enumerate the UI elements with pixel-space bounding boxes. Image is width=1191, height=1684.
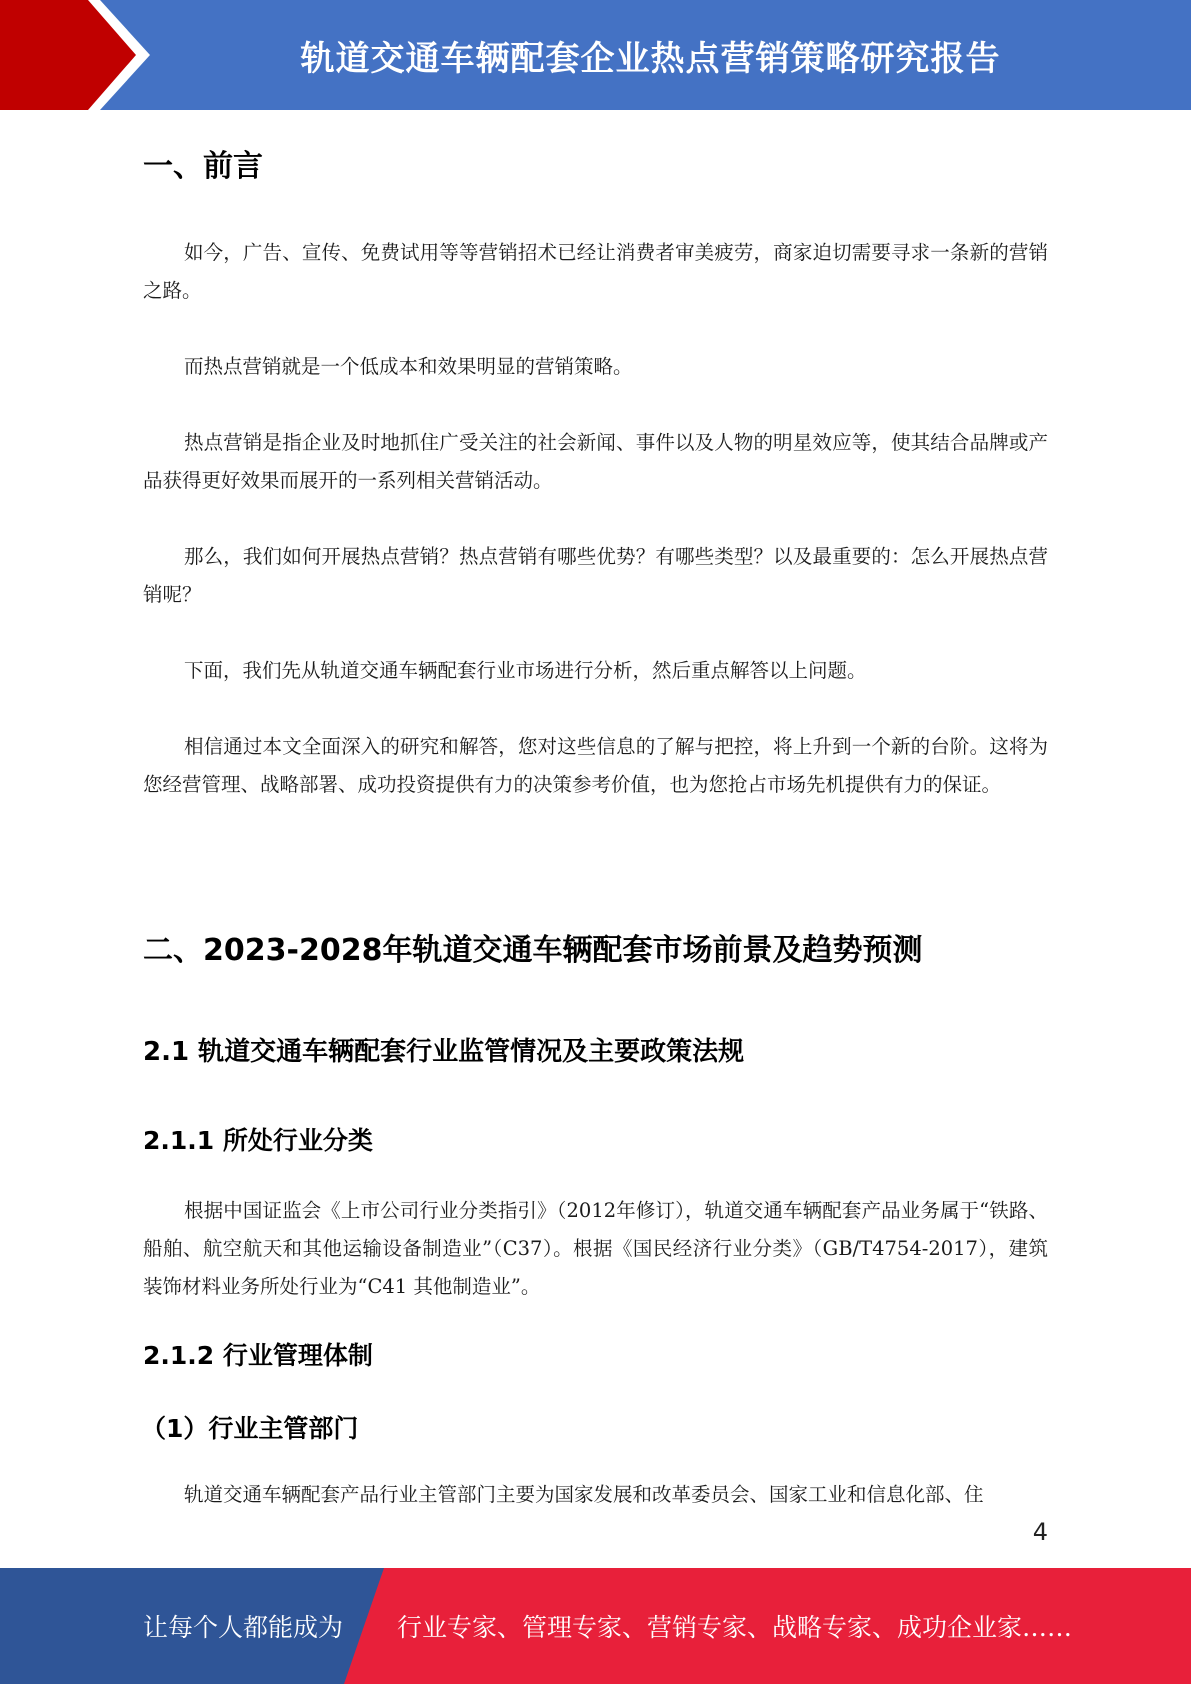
- header-chevron-decoration: [0, 0, 160, 110]
- paragraph: 那么，我们如何开展热点营销？热点营销有哪些优势？有哪些类型？以及最重要的：怎么开展热点营销呢？: [143, 545, 1048, 606]
- paragraph: 相信通过本文全面深入的研究和解答，您对这些信息的了解与把控，将上升到一个新的台阶。这将为您经营管理、战略部署、成功投资提供有力的决策参考价值，也为您抢占市场先机提供有力的保证。: [143, 735, 1048, 796]
- footer-band: [0, 1568, 1191, 1684]
- paragraph: 轨道交通车辆配套产品行业主管部门主要为国家发展和改革委员会、国家工业和信息化部、住: [184, 1483, 984, 1506]
- paragraph: 热点营销是指企业及时地抓住广受关注的社会新闻、事件以及人物的明星效应等，使其结合品牌或产品获得更好效果而展开的一系列相关营销活动。: [143, 431, 1048, 492]
- page-number: 4: [1032, 1518, 1048, 1546]
- header-band: [0, 0, 1191, 110]
- paragraph: 如今，广告、宣传、免费试用等等营销招术已经让消费者审美疲劳，商家迫切需要寻求一条新的营销之路。: [143, 241, 1048, 302]
- footer-slogan-right: 行业专家、管理专家、营销专家、战略专家、成功企业家……: [397, 1613, 1073, 1642]
- paragraph: 而热点营销就是一个低成本和效果明显的营销策略。: [184, 355, 633, 378]
- paragraph: 下面，我们先从轨道交通车辆配套行业市场进行分析，然后重点解答以上问题。: [184, 659, 867, 682]
- report-title: 轨道交通车辆配套企业热点营销策略研究报告: [300, 38, 1001, 79]
- subheading-authority: （1）行业主管部门: [141, 1414, 359, 1443]
- section-heading-preface: 一、前言: [143, 149, 263, 184]
- footer-slogan-left: 让每个人都能成为: [143, 1613, 344, 1642]
- paragraph: 根据中国证监会《上市公司行业分类指引》（2012年修订），轨道交通车辆配套产品业务属于“铁路、船舶、航空航天和其他运输设备制造业”（C37）。根据《国民经济行业分类》（GB/T4754-2017），建筑装饰材料业务所处行业为“C41 其他制造业”。: [143, 1199, 1048, 1298]
- subsection-heading-2-1: 2.1 轨道交通车辆配套行业监管情况及主要政策法规: [143, 1037, 745, 1067]
- subsection-heading-2-1-2: 2.1.2 行业管理体制: [143, 1341, 373, 1370]
- section-heading-forecast: 二、2023-2028年轨道交通车辆配套市场前景及趋势预测: [143, 933, 923, 968]
- subsection-heading-2-1-1: 2.1.1 所处行业分类: [143, 1126, 373, 1155]
